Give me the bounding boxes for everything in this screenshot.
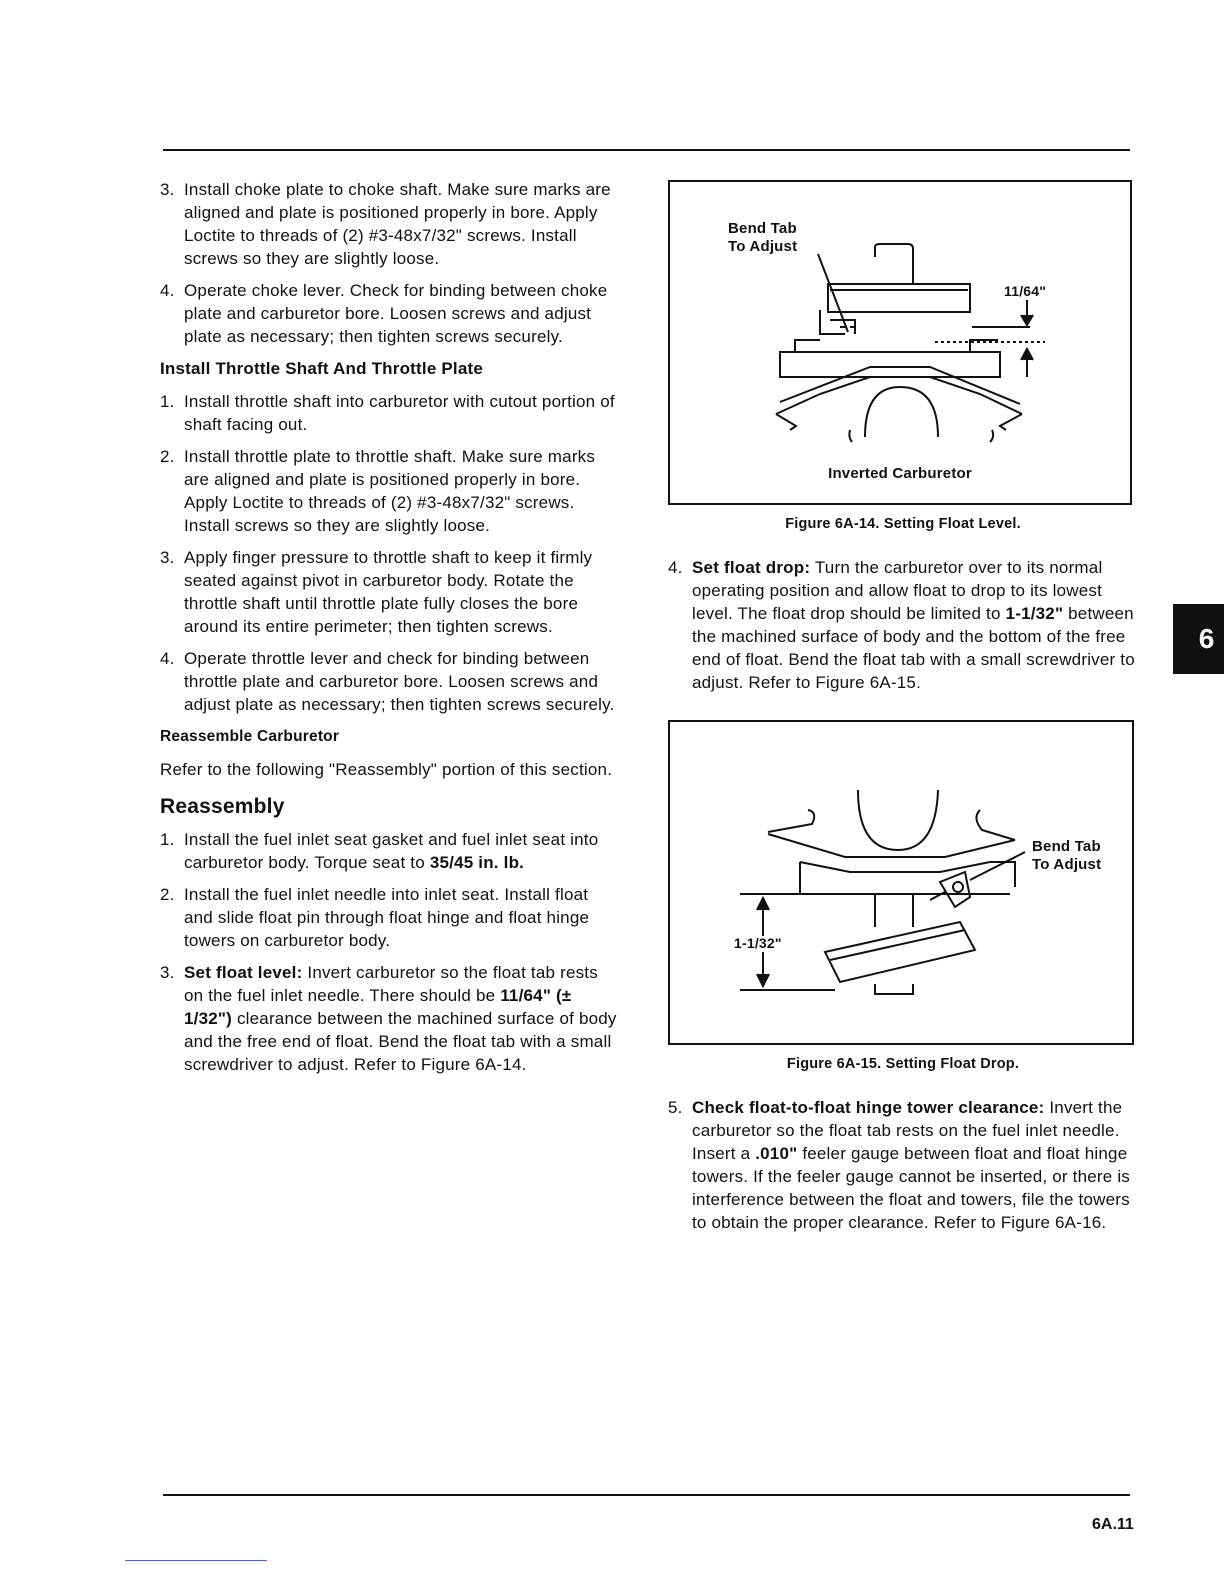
list-item: 4. Operate choke lever. Check for binding between choke plate and carburetor bore. Loosen screws and adjust plate as necessary; then tighten screws securely. [160,281,608,346]
left-column [160,178,622,1085]
fig14-inner-caption: Inverted Carburetor [828,465,972,482]
fig14-label-bend: Bend Tab To Adjust [728,220,798,255]
figure-6a-14 [668,180,1132,505]
throttle-steps [160,390,622,716]
reassembly-steps [160,828,622,1076]
list-item: 4. Set float drop: Turn the carburetor over to its normal operating position and allow float to drop to its lowest level. The float drop should be limited to 1-1/32" between the machined surface of body and the bottom of the free end of float. Bend the float tab with a small screwdriver to adjust. Refer to Figure 6A-15. [668,558,1135,692]
fig15-label-bend: Bend Tab To Adjust [1032,838,1102,873]
list-item: 3. Set float level: Invert carburetor so the float tab rests on the fuel inlet needle. There should be 11/64" (± 1/32") clearance between the machined surface of body and the free end of float. Bend the float tab with a small screwdriver to adjust. Refer to Figure 6A-14. [160,963,617,1074]
list-item: 3. Apply finger pressure to throttle shaft to keep it firmly seated against pivot in carburetor body. Rotate the throttle shaft until throttle plate fully closes the bore around its entire perimeter; then tighten screws. [160,548,593,636]
reassemble-heading: Reassemble Carburetor [160,728,340,745]
list-item: 3. Install choke plate to choke shaft. Make sure marks are aligned and plate is positioned properly in bore. Apply Loctite to threads of (2) #3-48x7/32" screws. Install screws so they are slightly loose. [160,180,611,268]
fig14-dimension: 11/64" [1004,283,1047,299]
fig15-dimension: 1-1/32" [734,935,782,951]
header-rule [163,149,1130,151]
reassemble-paragraph: Refer to the following "Reassembly" portion of this section. [160,760,613,779]
float-drop-diagram [670,722,1132,1043]
figure-6a-15-caption: Figure 6A-15. Setting Float Drop. [786,1056,1020,1072]
reassembly-title: Reassembly [160,795,285,818]
list-item: 5. Check float-to-float hinge tower clearance: Invert the carburetor so the float tab rests on the fuel inlet needle. Insert a .010" feeler gauge between float and float hinge towers. If the feeler gauge cannot be inserted, or there is interference between the float and towers, file the towers to obtain the proper clearance. Refer to Figure 6A-16. [668,1098,1130,1232]
footer-rule [163,1494,1130,1496]
page-number: 6A.11 [1092,1516,1134,1533]
right-steps-a [668,556,1138,694]
list-item: 4. Operate throttle lever and check for binding between throttle plate and carburetor bore. Loosen screws and adjust plate as necessary; then tighten screws securely. [160,649,615,714]
figure-6a-15 [668,720,1134,1045]
list-item: 1. Install the fuel inlet seat gasket and fuel inlet seat into carburetor body. Torque seat to 35/45 in. lb. [160,830,599,872]
list-item: 2. Install the fuel inlet needle into inlet seat. Install float and slide float pin through float hinge and float hinge towers on carburetor body. [160,885,590,950]
right-column [668,180,1138,1243]
throttle-heading: Install Throttle Shaft And Throttle Plate [160,359,484,378]
list-item: 2. Install throttle plate to throttle shaft. Make sure marks are aligned and plate is positioned properly in bore. Apply Loctite to threads of (2) #3-48x7/32" screws. Install screws so they are slightly loose. [160,447,596,535]
section-tab-marker: 6 [1173,604,1224,674]
list-item: 1. Install throttle shaft into carburetor with cutout portion of shaft facing out. [160,392,615,434]
right-steps-b [668,1096,1138,1234]
figure-6a-14-caption: Figure 6A-14. Setting Float Level. [785,516,1021,532]
choke-steps [160,178,622,348]
bottom-link-line [125,1560,267,1561]
